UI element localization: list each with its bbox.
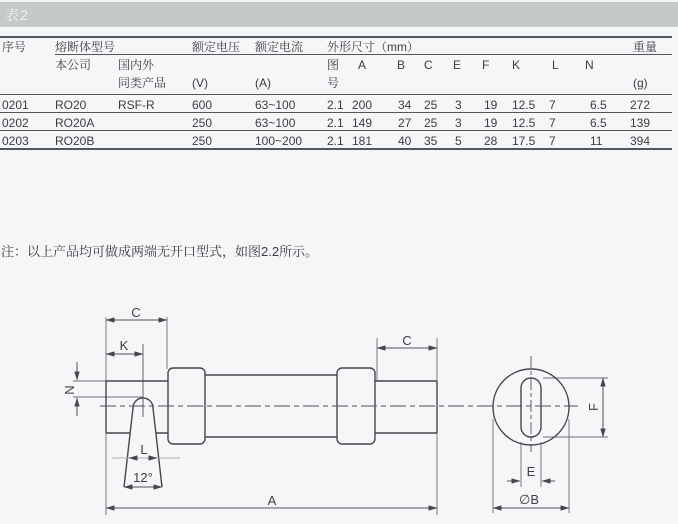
cell-current: 63~100	[255, 116, 296, 130]
table-rule-header	[0, 94, 672, 95]
label-C-left: C	[131, 305, 141, 320]
cell-dim-E: 3	[455, 116, 462, 130]
section-title-bar	[0, 2, 678, 27]
cell-dim-K: 12.5	[512, 98, 536, 112]
col-header-dim-L: L	[552, 58, 559, 72]
table-header-row-2	[0, 58, 678, 73]
cell-dim-A: 149	[352, 116, 373, 130]
cell-dim-E: 5	[455, 134, 462, 148]
cell-fig: 2.1	[327, 116, 344, 130]
cell-dim-F: 28	[484, 134, 498, 148]
col-header-dims-group: 外形尺寸（mm）	[327, 40, 419, 54]
col-header-voltage-unit: (V)	[192, 76, 208, 90]
col-header-current: 额定电流	[255, 40, 304, 54]
cell-dim-F: 19	[484, 116, 498, 130]
col-header-dim-N: N	[585, 58, 594, 72]
cell-dim-K: 12.5	[512, 116, 536, 130]
technical-drawing	[0, 295, 678, 524]
fuse-side-view	[106, 368, 437, 487]
label-N: N	[62, 385, 77, 395]
col-header-dim-C: C	[424, 58, 433, 72]
cell-dim-K: 17.5	[512, 134, 536, 148]
label-F: F	[586, 403, 601, 411]
col-header-dim-F: F	[482, 58, 490, 72]
table-header-row-1	[0, 40, 678, 55]
col-header-dim-K: K	[512, 58, 521, 72]
table-row	[0, 116, 678, 131]
label-L: L	[140, 442, 148, 457]
cell-dim-A: 200	[352, 98, 373, 112]
cell-voltage: 600	[192, 98, 213, 112]
col-header-fig-1: 图	[327, 58, 340, 72]
cell-dim-N: 6.5	[590, 116, 607, 130]
footnote: 注：以上产品均可做成两端无开口型式，如图2.2所示。	[1, 244, 319, 259]
cell-current: 100~200	[255, 134, 303, 148]
cell-dim-L: 7	[549, 116, 556, 130]
cell-voltage: 250	[192, 134, 213, 148]
cell-dim-B: 40	[398, 134, 412, 148]
cell-equiv: RSF-R	[118, 98, 155, 112]
cell-dim-B: 27	[398, 116, 412, 130]
cell-dim-C: 25	[424, 98, 438, 112]
cell-dim-B: 34	[398, 98, 412, 112]
cell-serial: 0203	[2, 134, 29, 148]
table-header-row-3	[0, 76, 678, 91]
cell-weight: 272	[630, 98, 651, 112]
label-K: K	[119, 338, 129, 353]
cell-weight: 139	[630, 116, 651, 130]
cell-fig: 2.1	[327, 98, 344, 112]
col-header-model-group: 熔断体型号	[55, 40, 116, 54]
cell-dim-L: 7	[549, 134, 556, 148]
col-header-dim-B: B	[397, 58, 406, 72]
cell-dim-L: 7	[549, 98, 556, 112]
cell-dim-E: 3	[455, 98, 462, 112]
table-row	[0, 134, 678, 149]
col-header-dim-E: E	[453, 58, 462, 72]
cell-dim-C: 25	[424, 116, 438, 130]
col-header-fig-2: 号	[327, 76, 340, 90]
cell-dim-A: 181	[352, 134, 373, 148]
section-title: 表2	[5, 6, 29, 23]
label-B: ∅B	[519, 492, 539, 507]
col-header-weight: 重量	[633, 40, 658, 54]
label-A: A	[267, 493, 277, 508]
cell-serial: 0201	[2, 98, 29, 112]
col-header-domestic-1: 国内外	[118, 58, 155, 72]
col-header-weight-unit: (g)	[633, 76, 648, 90]
cell-dim-N: 6.5	[590, 98, 607, 112]
cell-weight: 394	[630, 134, 651, 148]
cell-dim-F: 19	[484, 98, 498, 112]
cell-fig: 2.1	[327, 134, 344, 148]
cell-dim-C: 35	[424, 134, 438, 148]
col-header-current-unit: (A)	[255, 76, 271, 90]
col-header-voltage: 额定电压	[192, 40, 241, 54]
col-header-domestic-2: 同类产品	[118, 76, 167, 90]
cell-serial: 0202	[2, 116, 29, 130]
table-row	[0, 98, 678, 113]
col-header-dim-A: A	[358, 58, 367, 72]
label-angle: 12°	[133, 470, 153, 485]
cell-model: RO20B	[55, 134, 95, 148]
cell-voltage: 250	[192, 116, 213, 130]
col-header-company: 本公司	[55, 58, 92, 72]
cell-current: 63~100	[255, 98, 296, 112]
cell-model: RO20	[55, 98, 87, 112]
col-header-serial: 序号	[2, 40, 27, 54]
label-E: E	[526, 464, 536, 479]
table-rule-top	[0, 36, 672, 38]
cell-model: RO20A	[55, 116, 95, 130]
cell-dim-N: 11	[590, 134, 603, 148]
label-C-right: C	[402, 333, 412, 348]
